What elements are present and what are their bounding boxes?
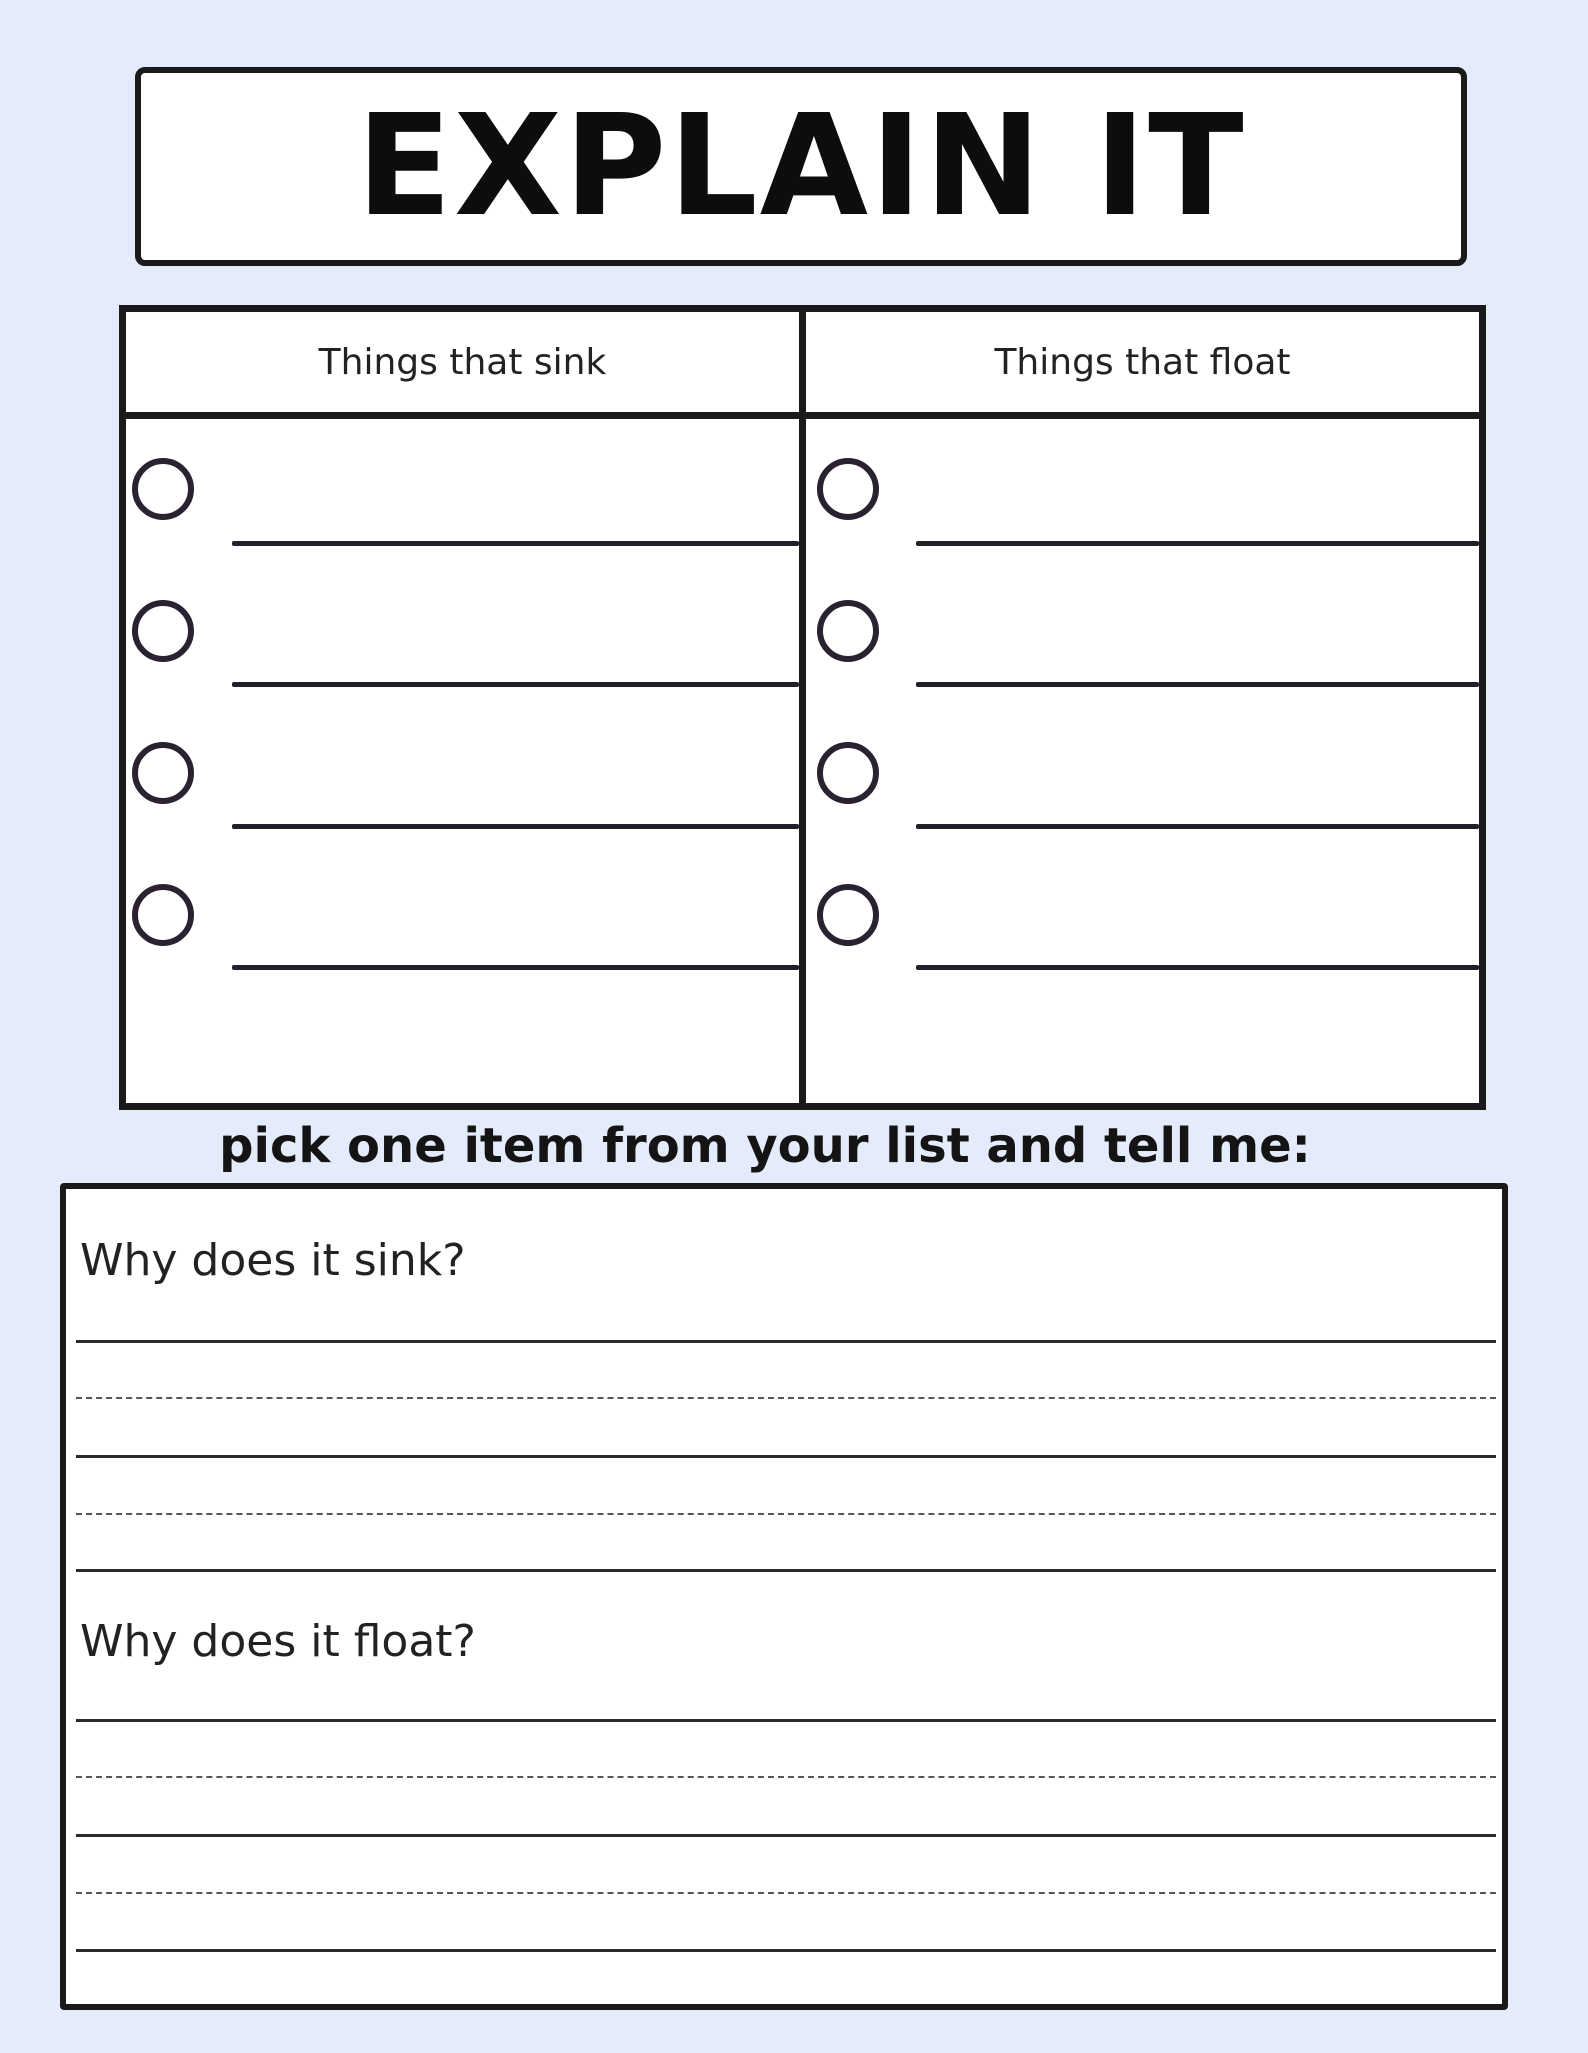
float-checkbox-circle[interactable] [817,742,879,804]
writing-midline [76,1397,1496,1399]
explanation-box [60,1183,1508,2010]
sink-answer-line[interactable] [232,541,799,546]
sink-answer-line[interactable] [232,824,799,829]
sink-float-table [119,305,1486,1110]
instruction-prompt: pick one item from your list and tell me: [219,1118,1311,1174]
writing-line[interactable] [76,1340,1496,1343]
float-answer-line[interactable] [916,824,1479,829]
worksheet-title: EXPLAIN IT [356,84,1246,248]
sink-checkbox-circle[interactable] [132,884,194,946]
writing-line[interactable] [76,1949,1496,1952]
float-checkbox-circle[interactable] [817,600,879,662]
sink-answer-line[interactable] [232,965,799,970]
sink-question: Why does it sink? [80,1235,466,1286]
float-answer-line[interactable] [916,965,1479,970]
writing-line[interactable] [76,1455,1496,1458]
sink-checkbox-circle[interactable] [132,600,194,662]
sink-answer-line[interactable] [232,682,799,687]
float-answer-line[interactable] [916,541,1479,546]
float-question: Why does it float? [80,1616,476,1667]
writing-line[interactable] [76,1719,1496,1722]
writing-line[interactable] [76,1834,1496,1837]
writing-midline [76,1513,1496,1515]
writing-line[interactable] [76,1569,1496,1572]
sink-checkbox-circle[interactable] [132,458,194,520]
writing-midline [76,1776,1496,1778]
column-divider [799,312,806,1103]
writing-midline [76,1892,1496,1894]
float-checkbox-circle[interactable] [817,884,879,946]
float-checkbox-circle[interactable] [817,458,879,520]
float-answer-line[interactable] [916,682,1479,687]
title-banner [135,67,1467,266]
sink-column-header: Things that sink [318,341,607,383]
sink-checkbox-circle[interactable] [132,742,194,804]
float-column-header: Things that float [994,341,1291,383]
